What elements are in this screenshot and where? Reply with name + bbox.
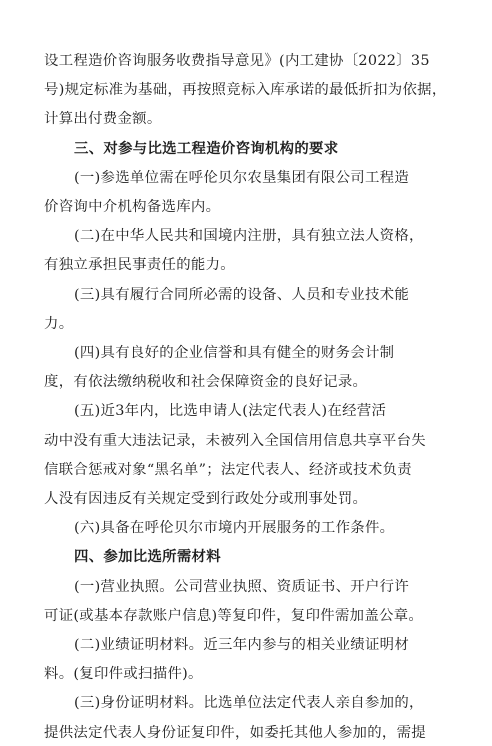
body-line: (三)身份证明材料。比选单位法定代表人亲自参加的， [74, 695, 424, 712]
body-line: (一)营业执照。公司营业执照、资质证书、开户行许 [74, 578, 410, 595]
body-line: (二)业绩证明材料。近三年内参与的相关业绩证明材 [74, 637, 410, 653]
body-line: 有独立承担民事责任的能力。 [44, 257, 235, 274]
body-line: (二)在中华人民共和国境内注册，具有独立法人资格， [74, 228, 424, 245]
body-line: 动中没有重大违法记录，未被列入全国信用信息共享平台失 [44, 432, 426, 449]
section-heading: 三、对参与比选工程造价咨询机构的要求 [74, 139, 339, 157]
body-line: 号)规定标准为基础，再按照竞标入库承诺的最低折扣为依据， [44, 82, 447, 99]
body-line: 设工程造价咨询服务收费指导意见》(内工建协〔2022〕35 [44, 53, 430, 69]
body-line: (五)近3年内，比选申请人(法定代表人)在经营活 [74, 403, 387, 420]
body-line: 提供法定代表人身份证复印件，如委托其他人参加的，需提 [44, 724, 426, 741]
body-line: (一)参选单位需在呼伦贝尔农垦集团有限公司工程造 [74, 169, 410, 186]
body-line: (六)具备在呼伦贝尔市境内开展服务的工作条件。 [74, 520, 395, 537]
body-line: 可证(或基本存款账户信息)等复印件，复印件需加盖公章。 [44, 607, 424, 624]
body-line: 价咨询中介机构备选库内。 [44, 199, 221, 215]
body-line: 人没有因违反有关规定受到行政处分或刑事处罚。 [44, 491, 368, 507]
body-line: (三)具有履行合同所必需的设备、人员和专业技术能 [74, 286, 410, 303]
body-line: 料。(复印件或扫描件)。 [44, 666, 203, 683]
body-line: 信联合惩戒对象“黑名单”；法定代表人、经济或技术负责 [44, 461, 412, 478]
body-line: 计算出付费金额。 [44, 111, 162, 128]
body-line: 力。 [44, 315, 74, 332]
section-heading: 四、参加比选所需材料 [74, 548, 221, 566]
body-line: (四)具有良好的企业信誉和具有健全的财务会计制 [74, 345, 395, 361]
body-line: 度，有依法缴纳税收和社会保障资金的良好记录。 [44, 374, 368, 391]
